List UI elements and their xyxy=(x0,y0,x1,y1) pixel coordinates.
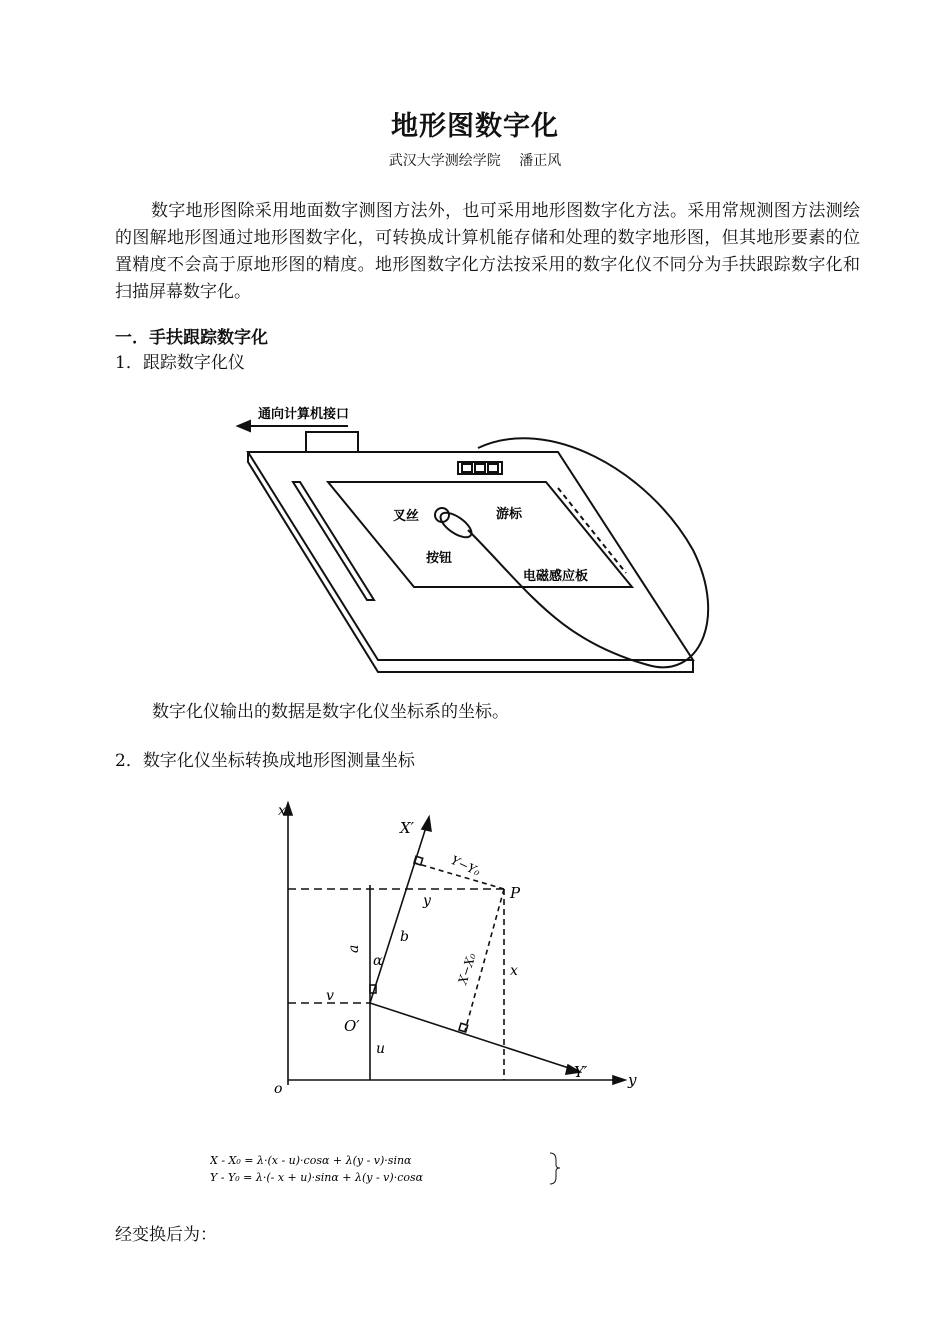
figure1-caption: 数字化仪输出的数据是数字化仪坐标系的坐标。 xyxy=(152,702,509,722)
label-button: 按钮 xyxy=(426,551,453,566)
label-axis-x: x xyxy=(278,803,286,819)
label-X-minus-X0: X−X₀ xyxy=(455,951,479,986)
digitizer-figure xyxy=(228,390,713,680)
label-cursor: 游标 xyxy=(496,507,523,522)
label-a: a xyxy=(346,944,362,953)
subsection-heading-1: 1．跟踪数字化仪 xyxy=(115,353,245,373)
subsection-heading-2: 2．数字化仪坐标转换成地形图测量坐标 xyxy=(115,751,415,771)
intro-paragraph: 数字地形图除采用地面数字测图方法外，也可采用地形图数字化方法。采用常规测图方法测绘的图解地形图通过地形图数字化，可转换成计算机能存储和处理的数字地形图，但其地形要素的位置精度不会高于原地形图的精度。地形图数字化方法按采用的数字化仪不同分为手扶跟踪数字化和扫描屏幕数字化。 xyxy=(115,201,860,302)
transform-formula xyxy=(210,1150,570,1186)
label-panel: 电磁感应板 xyxy=(523,569,589,584)
label-interface: 通向计算机接口 xyxy=(258,407,350,422)
label-axis-X-prime: X′ xyxy=(400,819,415,837)
formula-line-1: X - X₀ = λ·(x - u)·cosα + λ(y - v)·sinα xyxy=(210,1154,412,1167)
section-heading: 一．手扶跟踪数字化 xyxy=(115,328,268,348)
after-transform-text: 经变换后为： xyxy=(115,1225,217,1245)
coordinate-transform-figure xyxy=(260,795,660,1105)
label-x-segment: x xyxy=(510,963,518,979)
label-origin-prime: O′ xyxy=(344,1017,360,1035)
page-title: 地形图数字化 xyxy=(391,111,559,142)
formula-line-2: Y - Y₀ = λ·(- x + u)·sinα + λ(y - v)·cosα xyxy=(210,1171,424,1184)
label-point-P: P xyxy=(510,884,521,902)
label-u: u xyxy=(376,1041,386,1057)
label-axis-Y-prime: Y′ xyxy=(574,1063,588,1081)
label-y-segment: y xyxy=(423,893,431,909)
label-alpha: α xyxy=(373,953,383,969)
label-v: v xyxy=(326,988,334,1004)
label-axis-y: y xyxy=(628,1071,637,1089)
label-b: b xyxy=(400,929,409,945)
label-crosshair: 叉丝 xyxy=(393,509,420,524)
label-Y-minus-Y0: Y−Y₀ xyxy=(448,853,483,879)
author-line: 武汉大学测绘学院 潘正风 xyxy=(388,153,562,169)
label-origin: o xyxy=(274,1081,283,1097)
